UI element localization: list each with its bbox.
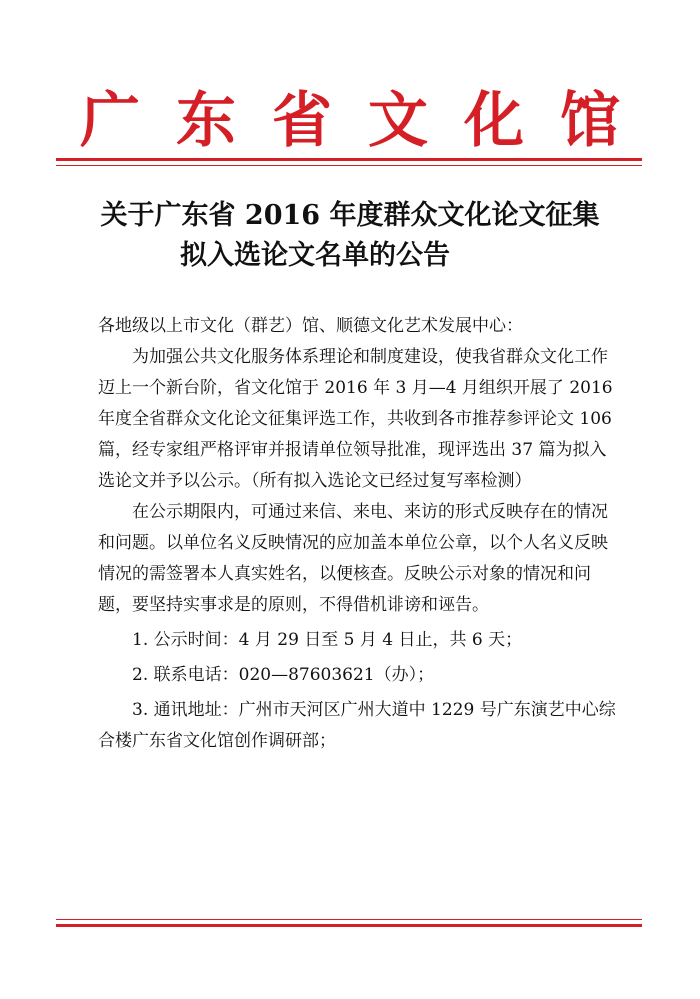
document-title-line-1: 关于广东省 2016 年度群众文化论文征集 xyxy=(100,200,600,231)
salutation: 各地级以上市文化（群艺）馆、顺德文化艺术发展中心： xyxy=(98,316,523,336)
letterhead-rule-thick xyxy=(56,158,642,161)
list-item-publicity-period: 1. 公示时间：4 月 29 日至 5 月 4 日止，共 6 天； xyxy=(132,630,523,650)
letterhead-rule-thin xyxy=(56,165,642,166)
paragraph-1: 为加强公共文化服务体系理论和制度建设，使我省群众文化工作迈上一个新台阶，省文化馆于 2016 年 3 月—4 月组织开展了 2016 年度全省群众文化论文征集评选工作，共收到各市推荐参评论文 106 篇，经专家组严格评审并报请单位领导批准，现评选出 37 篇为拟入选论文并予以公示。（所有拟入选论文已经过复写率检测） xyxy=(98,347,613,491)
footer-rule-thin xyxy=(56,919,642,920)
document-title-line-2: 拟入选论文名单的公告 xyxy=(180,240,450,271)
list-item-contact-phone: 2. 联系电话：020—87603621（办）； xyxy=(132,665,435,685)
document-title xyxy=(0,196,700,276)
document-body xyxy=(98,311,618,757)
paragraph-2: 在公示期限内，可通过来信、来电、来访的形式反映存在的情况和问题。以单位名义反映情况的应加盖本单位公章，以个人名义反映情况的需签署本人真实姓名，以便核查。反映公示对象的情况和问题，要坚持实事求是的原则，不得借机诽谤和诬告。 xyxy=(98,502,608,615)
letterhead-title: 广东省文化馆 xyxy=(80,86,656,156)
footer-rule-thick xyxy=(56,924,642,927)
list-item-mailing-address: 3. 通讯地址：广州市天河区广州大道中 1229 号广东演艺中心综合楼广东省文化馆创作调研部； xyxy=(98,700,616,751)
